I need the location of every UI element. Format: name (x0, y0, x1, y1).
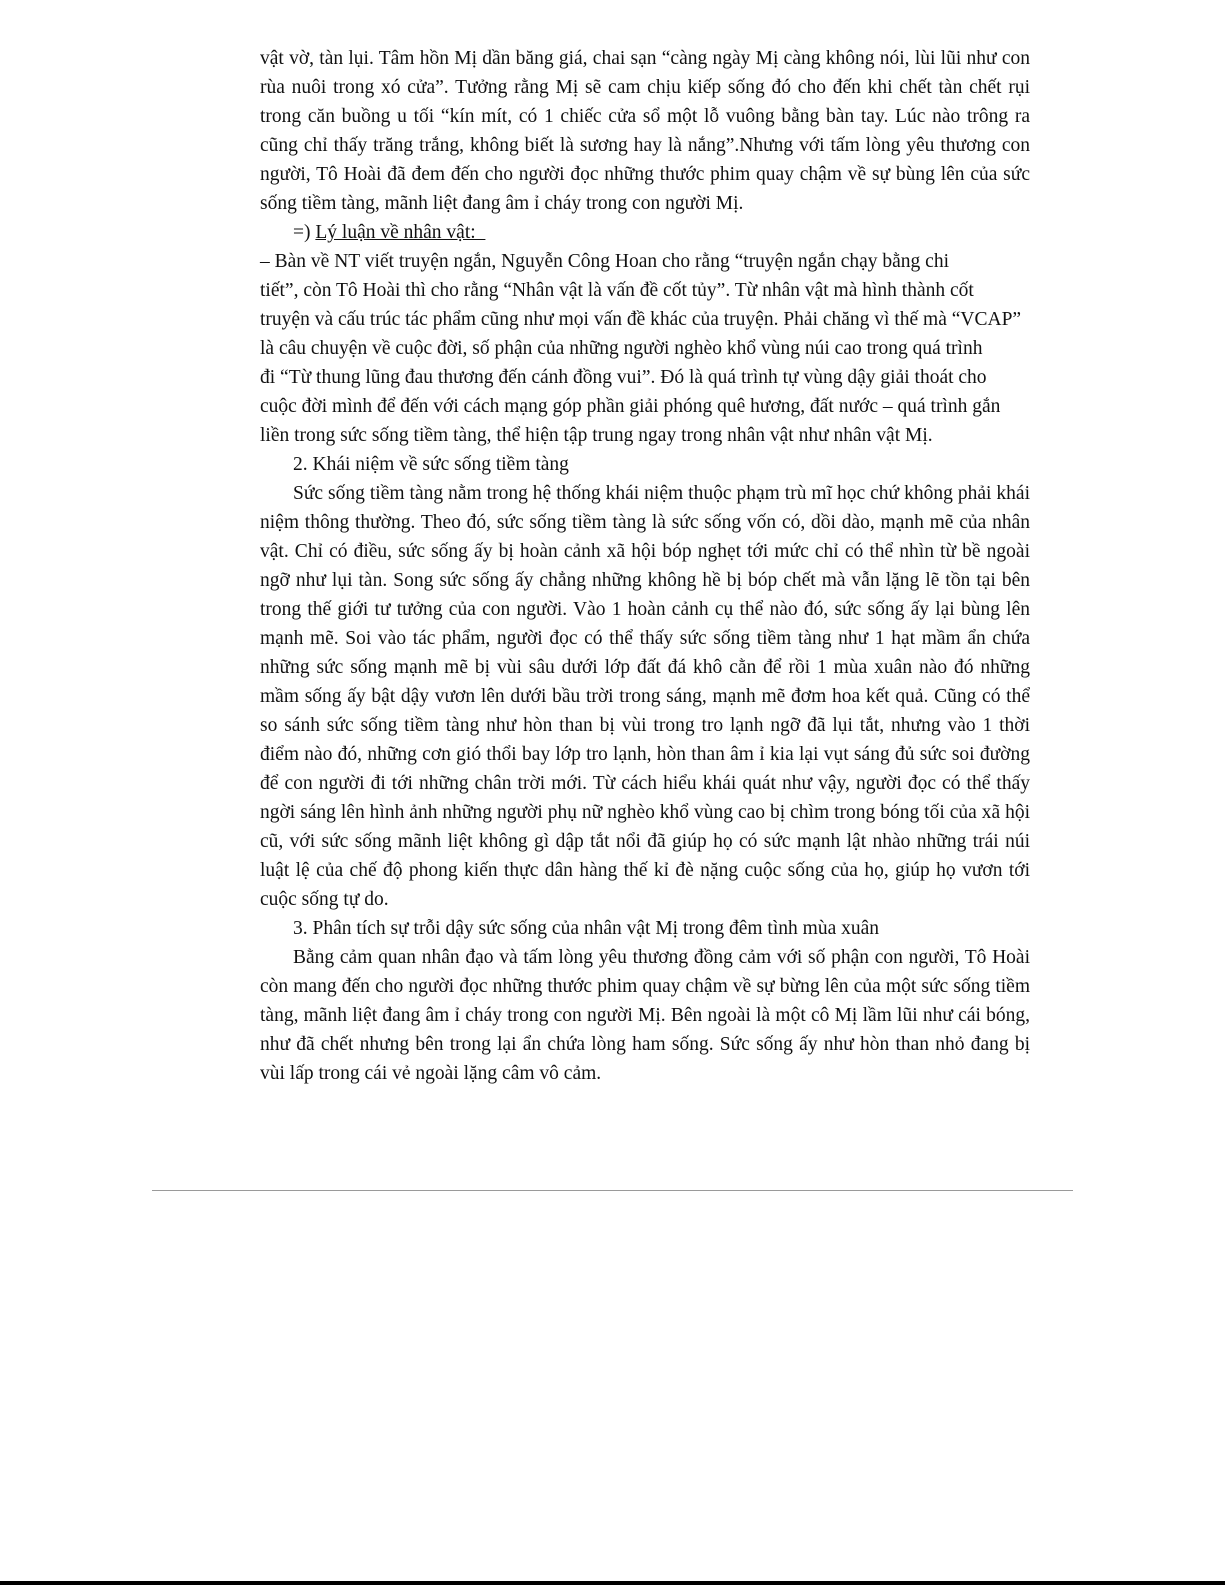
text-line: – Bàn về NT viết truyện ngắn, Nguyễn Công Hoan cho rằng “truyện ngắn chạy bằng chi (260, 251, 949, 272)
text-line: cũ, với sức sống mãnh liệt không gì dập tắt nổi đã giúp họ có sức mạnh lật nhào những trái núi (260, 831, 1030, 852)
paragraph-khai-niem (260, 479, 1030, 914)
paragraph-ly-luan (260, 247, 1030, 450)
text-line: trong căn buồng u tối “kín mít, có 1 chiếc cửa sổ một lỗ vuông bằng bàn tay. Lúc nào trông ra (260, 106, 1030, 127)
text-line: so sánh sức sống tiềm tàng như hòn than bị vùi trong tro lạnh ngỡ đã lụi tắt, nhưng vào 1 thời (260, 715, 1030, 736)
text-line: vùi lấp trong cái vẻ ngoài lặng câm vô cảm. (260, 1063, 602, 1084)
section-heading-3: 3. Phân tích sự trỗi dậy sức sống của nhân vật Mị trong đêm tình mùa xuân (293, 918, 879, 939)
heading-ly-luan (260, 218, 1030, 247)
text-line: truyện và cấu trúc tác phẩm cũng như mọi vấn đề khác của truyện. Phải chăng vì thế mà “VCAP” (260, 309, 1022, 330)
text-line: ngời sáng lên hình ảnh những người phụ nữ nghèo khổ vùng cao bị chìm trong bóng tối của xã hội (260, 802, 1030, 823)
text-line: để con người đi tới những chân trời mới. Từ cách hiểu khái quát như vậy, người đọc có thể thấy (260, 773, 1030, 794)
text-line: niệm thông thường. Theo đó, sức sống tiềm tàng là sức sống vốn có, dồi dào, mạnh mẽ của nhân (260, 512, 1030, 533)
text-line: trong thế giới tư tưởng của con người. Vào 1 hoàn cảnh cụ thể nào đó, sức sống ấy lại bùng lên (260, 599, 1030, 620)
text-line: điểm nào đó, những cơn gió thổi bay lớp tro lạnh, hòn than âm ỉ kia lại vụt sáng đủ sức soi đường (260, 744, 1030, 765)
heading-label: Lý luận về nhân vật: (315, 222, 486, 243)
text-line: tàng, mãnh liệt đang âm ỉ cháy trong con người Mị. Bên ngoài là một cô Mị lầm lũi như cái bóng, (260, 1005, 1030, 1026)
paragraph-intro (260, 44, 1030, 218)
text-line: như đã chết nhưng bên trong lại ẩn chứa lòng ham sống. Sức sống ấy như hòn than nhỏ đang bị (260, 1034, 1030, 1055)
text-line: tiết”, còn Tô Hoài thì cho rằng “Nhân vật là vấn đề cốt tủy”. Từ nhân vật mà hình thành cốt (260, 280, 974, 301)
text-line: là câu chuyện về cuộc đời, số phận của những người nghèo khổ vùng núi cao trong quá trình (260, 338, 983, 359)
page-divider (152, 1190, 1073, 1191)
document-body (260, 44, 1030, 1088)
text-line: mầm sống ấy bật dậy vươn lên dưới bầu trời trong sáng, mạnh mẽ đơm hoa kết quả. Cũng có thể (260, 686, 1030, 707)
text-line: còn mang đến cho người đọc những thước phim quay chậm về sự bừng lên của một sức sống tiềm (260, 976, 1030, 997)
text-line: cuộc sống tự do. (260, 889, 389, 910)
text-line: Sức sống tiềm tàng nằm trong hệ thống khái niệm thuộc phạm trù mĩ học chứ không phải khái (293, 483, 1030, 504)
text-line: ngỡ như lụi tàn. Song sức sống ấy chẳng những không hề bị bóp chết mà vẫn lặng lẽ tồn tại bên (260, 570, 1030, 591)
text-line: sống tiềm tàng, mãnh liệt đang âm ỉ cháy trong con người Mị. (260, 193, 744, 214)
text-line: rùa nuôi trong xó cửa”. Tưởng rằng Mị sẽ cam chịu kiếp sống đó cho đến khi chết tàn chết rụi (260, 77, 1030, 98)
text-line: liền trong sức sống tiềm tàng, thể hiện tập trung ngay trong nhân vật như nhân vật Mị. (260, 425, 933, 446)
text-line: vật vờ, tàn lụi. Tâm hồn Mị dần băng giá, chai sạn “càng ngày Mị càng không nói, lùi lũi như con (260, 48, 1030, 69)
text-line: người, Tô Hoài đã đem đến cho người đọc những thước phim quay chậm về sự bùng lên của sức (260, 164, 1030, 185)
paragraph-phan-tich (260, 943, 1030, 1088)
section-heading-2: 2. Khái niệm về sức sống tiềm tàng (293, 454, 569, 475)
heading-prefix: =) (293, 222, 316, 243)
text-line: Bằng cảm quan nhân đạo và tấm lòng yêu thương đồng cảm với số phận con người, Tô Hoài (293, 947, 1030, 968)
text-line: luật lệ của chế độ phong kiến thực dân hàng thế kỉ đè nặng cuộc sống của họ, giúp họ vươn tới (260, 860, 1030, 881)
text-line: cũng chỉ thấy trăng trắng, không biết là sương hay là nắng”.Nhưng với tấm lòng yêu thương con (260, 135, 1030, 156)
text-line: mạnh mẽ. Soi vào tác phẩm, người đọc có thể thấy sức sống tiềm tàng như 1 hạt mầm ẩn chứa (260, 628, 1030, 649)
text-line: đi “Từ thung lũng đau thương đến cánh đồng vui”. Đó là quá trình tự vùng dậy giải thoát cho (260, 367, 987, 388)
bottom-border (0, 1581, 1225, 1585)
text-line: những sức sống mạnh mẽ bị vùi sâu dưới lớp đất đá khô cằn để rồi 1 mùa xuân nào đó những (260, 657, 1030, 678)
text-line: vật. Chỉ có điều, sức sống ấy bị hoàn cảnh xã hội bóp nghẹt tới mức chỉ có thể nhìn từ bề ngoài (260, 541, 1030, 562)
text-line: cuộc đời mình để đến với cách mạng góp phần giải phóng quê hương, đất nước – quá trình gắn (260, 396, 1001, 417)
